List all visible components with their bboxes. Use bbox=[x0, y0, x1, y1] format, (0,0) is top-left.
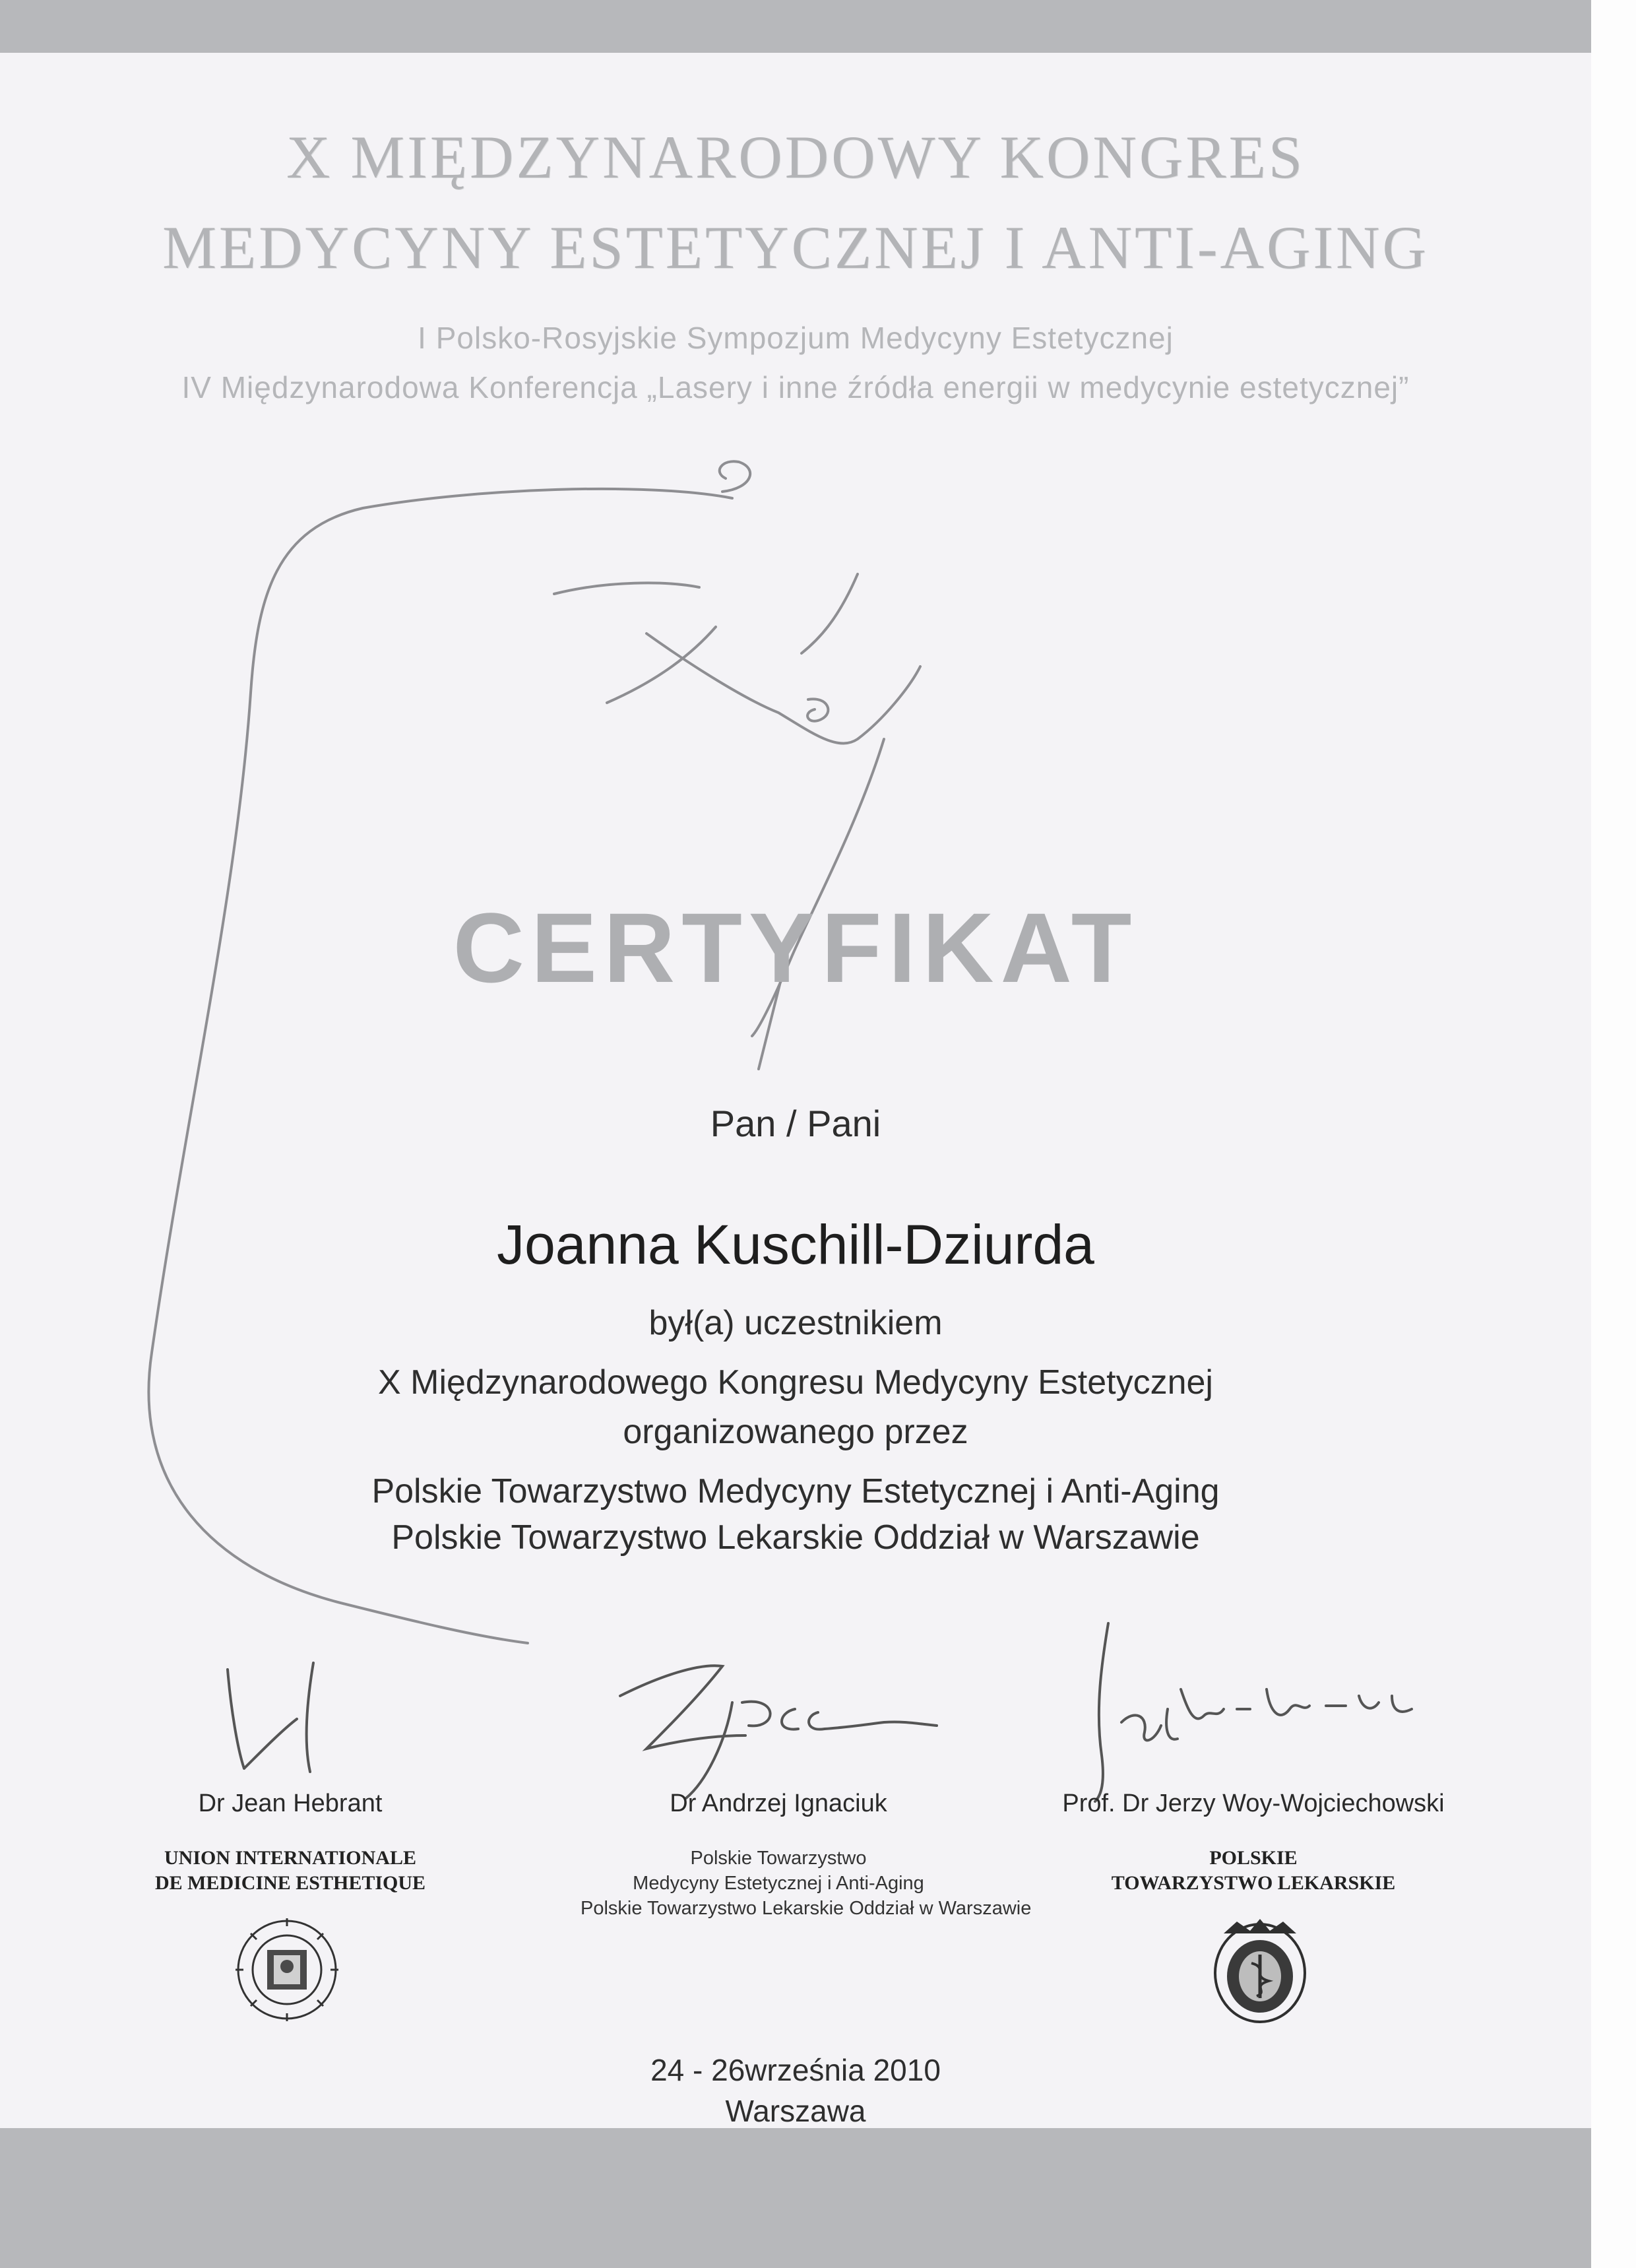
conference-subtitle: IV Międzynarodowa Konferencja „Lasery i inne źródła energii w medycynie estetycznej” bbox=[181, 370, 1410, 405]
signatory-name: Prof. Dr Jerzy Woy-Wojciechowski bbox=[1062, 1790, 1445, 1817]
certificate-heading: CERTYFIKAT bbox=[453, 892, 1139, 1003]
signatory-org-line: UNION INTERNATIONALE bbox=[164, 1847, 416, 1869]
organizer-ptl-line: Polskie Towarzystwo Lekarskie Oddział w Warszawie bbox=[391, 1518, 1200, 1557]
congress-title-line1: X MIĘDZYNARODOWY KONGRES bbox=[286, 123, 1306, 191]
signatory-org-line: TOWARZYSTWO LEKARSKIE bbox=[1111, 1872, 1396, 1894]
organizer-ptme-line: Polskie Towarzystwo Medycyny Estetycznej i Anti-Aging bbox=[371, 1472, 1220, 1510]
signature-ignaciuk bbox=[607, 1650, 950, 1801]
signatory-ignaciuk bbox=[581, 1790, 1032, 1921]
event-place: Warszawa bbox=[725, 2094, 866, 2128]
signatory-org-line: Polskie Towarzystwo Lekarskie Oddział w Warszawie bbox=[581, 1898, 1032, 1919]
ptl-seal-icon bbox=[1211, 1914, 1309, 2026]
page-right-margin bbox=[1591, 0, 1636, 2268]
signatory-woy-wojciechowski bbox=[1042, 1790, 1464, 1896]
congress-line: X Międzynarodowego Kongresu Medycyny Estetycznej bbox=[378, 1363, 1213, 1402]
signatory-name: Dr Andrzej Ignaciuk bbox=[670, 1790, 887, 1817]
congress-title-line2: MEDYCYNY ESTETYCZNEJ I ANTI-AGING bbox=[162, 214, 1429, 281]
signatory-name: Dr Jean Hebrant bbox=[198, 1790, 383, 1817]
signatory-org-line: POLSKIE bbox=[1209, 1847, 1298, 1869]
organized-by-line: organizowanego przez bbox=[623, 1413, 968, 1451]
signatory-org-line: Medycyny Estetycznej i Anti-Aging bbox=[633, 1873, 924, 1894]
signatory-org-line: DE MEDICINE ESTHETIQUE bbox=[154, 1872, 426, 1894]
signature-woy-wojciechowski bbox=[1082, 1610, 1425, 1808]
participation-line: był(a) uczestnikiem bbox=[648, 1304, 943, 1342]
signatory-org-line: Polskie Towarzystwo bbox=[690, 1848, 867, 1869]
symposium-subtitle: I Polsko-Rosyjskie Sympozjum Medycyny Estetycznej bbox=[418, 321, 1174, 355]
event-date: 24 - 26września 2010 bbox=[650, 2053, 941, 2087]
uime-seal-icon bbox=[234, 1917, 340, 2023]
salutation: Pan / Pani bbox=[710, 1103, 881, 1144]
recipient-name: Joanna Kuschill-Dziurda bbox=[497, 1214, 1094, 1276]
signatory-hebrant bbox=[92, 1790, 488, 1896]
signature-hebrant bbox=[218, 1656, 350, 1782]
